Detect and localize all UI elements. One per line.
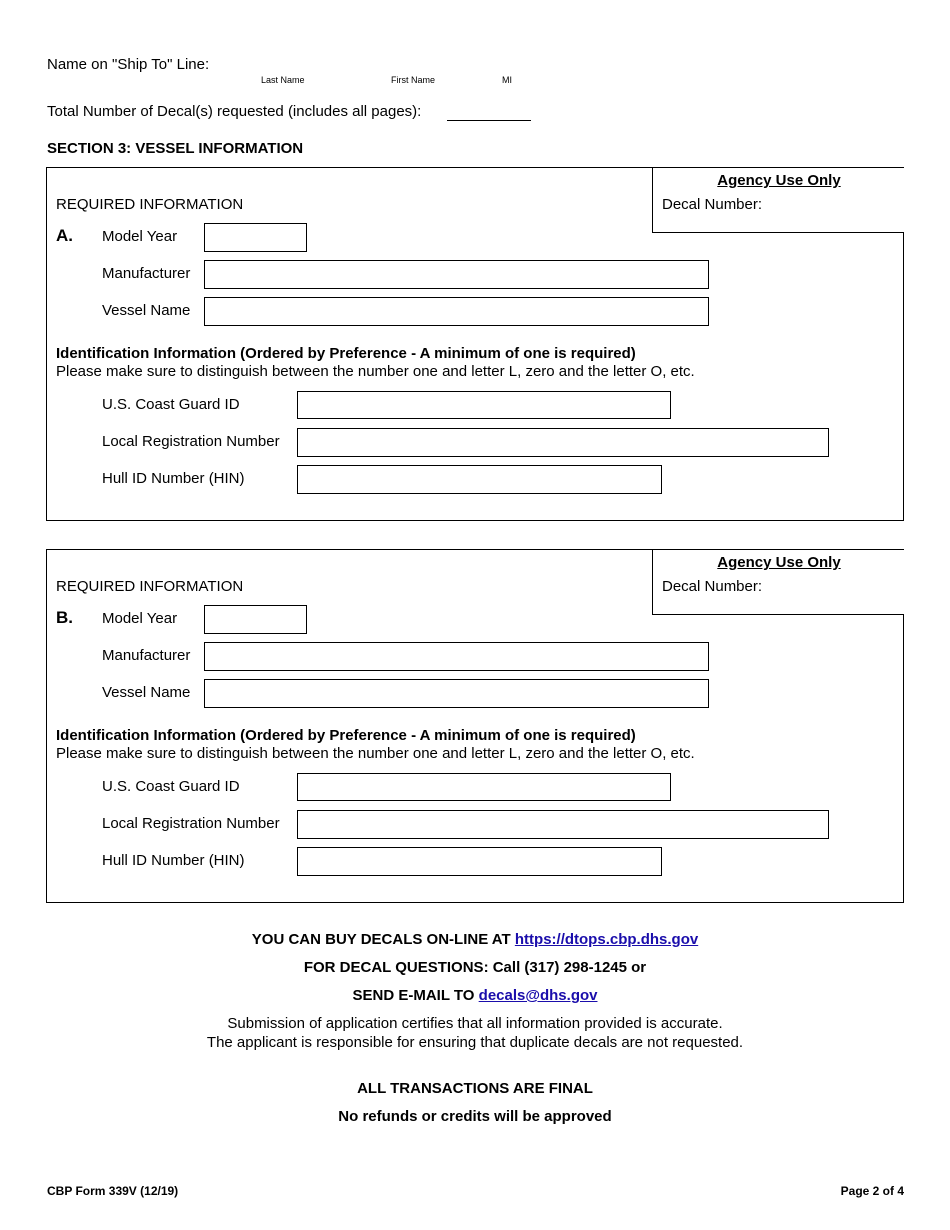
total-decals-label: Total Number of Decal(s) requested (includes all pages):	[47, 103, 422, 120]
model-year-field[interactable]	[204, 605, 307, 634]
last-name-caption: Last Name	[261, 75, 305, 85]
uscg-id-field[interactable]	[297, 773, 671, 801]
uscg-id-field[interactable]	[297, 391, 671, 419]
manufacturer-label: Manufacturer	[102, 647, 191, 664]
model-year-label: Model Year	[102, 228, 178, 245]
uscg-id-label: U.S. Coast Guard ID	[102, 778, 240, 795]
certify-line-1: Submission of application certifies that all information provided is accurate.	[227, 1015, 723, 1032]
local-registration-label: Local Registration Number	[102, 815, 280, 832]
model-year-label: Model Year	[102, 610, 178, 627]
manufacturer-label: Manufacturer	[102, 265, 191, 282]
vessel-block-a	[46, 167, 904, 521]
identification-heading: Identification Information (Ordered by Preference - A minimum of one is required)	[56, 727, 636, 744]
total-decals-field[interactable]	[447, 103, 531, 121]
mi-caption: MI	[502, 75, 512, 85]
hin-label: Hull ID Number (HIN)	[102, 852, 245, 869]
email-link[interactable]: decals@dhs.gov	[478, 987, 598, 1004]
agency-use-title: Agency Use Only	[717, 554, 841, 571]
form-id: CBP Form 339V (12/19)	[47, 1184, 179, 1198]
local-registration-field[interactable]	[297, 810, 829, 839]
page-number: Page 2 of 4	[840, 1184, 904, 1198]
vessel-name-field[interactable]	[204, 297, 709, 326]
first-name-caption: First Name	[391, 75, 436, 85]
hin-field[interactable]	[297, 465, 662, 494]
local-registration-label: Local Registration Number	[102, 433, 280, 450]
vessel-name-label: Vessel Name	[102, 684, 191, 701]
identification-note: Please make sure to distinguish between the number one and letter L, zero and the letter O, etc.	[56, 363, 695, 380]
uscg-id-label: U.S. Coast Guard ID	[102, 396, 240, 413]
no-refunds: No refunds or credits will be approved	[338, 1108, 612, 1125]
agency-use-box	[652, 168, 904, 233]
required-information-label: REQUIRED INFORMATION	[56, 578, 244, 595]
manufacturer-field[interactable]	[204, 642, 709, 671]
decal-number-label: Decal Number:	[662, 196, 763, 213]
agency-use-box	[652, 550, 904, 615]
hin-label: Hull ID Number (HIN)	[102, 470, 245, 487]
agency-use-title: Agency Use Only	[717, 172, 841, 189]
decal-number-label: Decal Number:	[662, 578, 763, 595]
dtops-link[interactable]: https://dtops.cbp.dhs.gov	[514, 931, 699, 948]
all-transactions-final: ALL TRANSACTIONS ARE FINAL	[357, 1080, 593, 1097]
hin-field[interactable]	[297, 847, 662, 876]
manufacturer-field[interactable]	[204, 260, 709, 289]
email-line	[0, 987, 950, 1004]
vessel-name-label: Vessel Name	[102, 302, 191, 319]
ship-to-label: Name on "Ship To" Line:	[47, 56, 210, 73]
vessel-block-b	[46, 549, 904, 903]
email-text: SEND E-MAIL TO	[352, 987, 475, 1004]
block-letter: A.	[56, 226, 73, 245]
buy-online-text: YOU CAN BUY DECALS ON-LINE AT	[251, 931, 511, 948]
vessel-name-field[interactable]	[204, 679, 709, 708]
required-information-label: REQUIRED INFORMATION	[56, 196, 244, 213]
identification-note: Please make sure to distinguish between the number one and letter L, zero and the letter O, etc.	[56, 745, 695, 762]
identification-heading: Identification Information (Ordered by Preference - A minimum of one is required)	[56, 345, 636, 362]
section-title: SECTION 3: VESSEL INFORMATION	[47, 140, 304, 157]
decal-questions-line: FOR DECAL QUESTIONS: Call (317) 298-1245 or	[303, 959, 647, 976]
buy-online-line	[0, 931, 950, 948]
certify-line-2: The applicant is responsible for ensuring that duplicate decals are not requested.	[206, 1034, 744, 1051]
local-registration-field[interactable]	[297, 428, 829, 457]
model-year-field[interactable]	[204, 223, 307, 252]
block-letter: B.	[56, 608, 73, 627]
